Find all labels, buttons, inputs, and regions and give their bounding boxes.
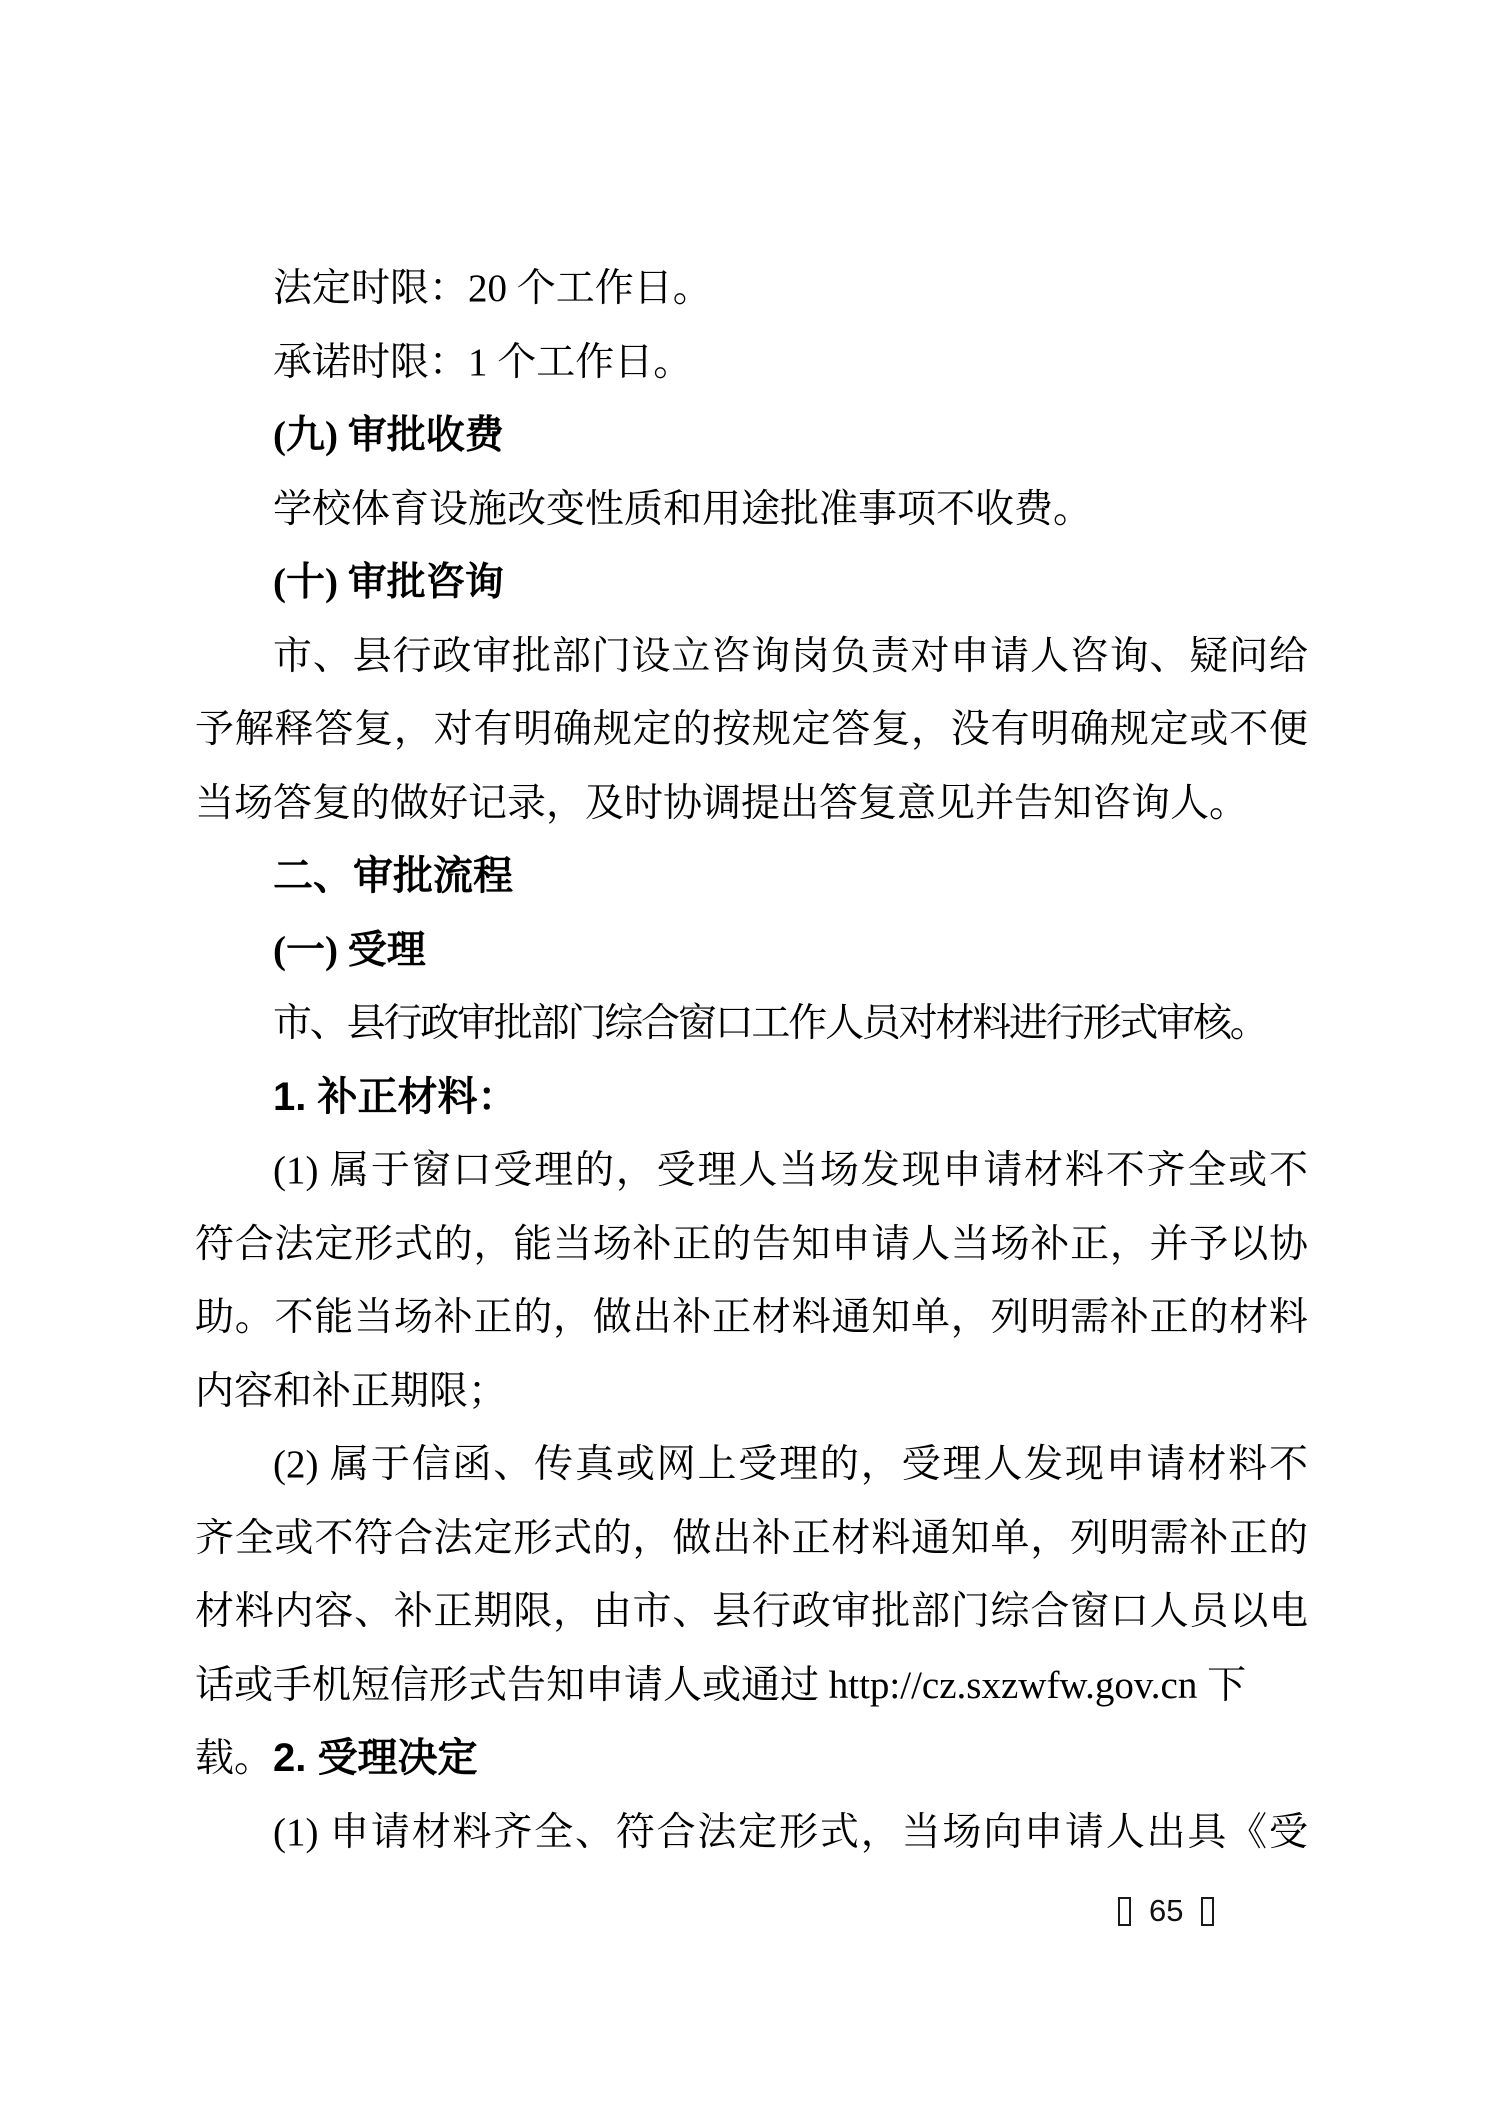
supplement-para-1-line-2: 符合法定形式的，能当场补正的告知申请人当场补正，并予以协 — [195, 1222, 1308, 1266]
section-10-heading: (十) 审批咨询 — [273, 561, 504, 604]
page-number: 65 — [1149, 1893, 1184, 1928]
supplement-para-1-line-4: 内容和补正期限； — [195, 1369, 508, 1413]
promised-time-limit-line: 承诺时限：1 个工作日。 — [273, 340, 693, 384]
part-2-heading: 二、审批流程 — [273, 854, 513, 898]
page-number-footer — [1118, 1893, 1214, 1929]
consultation-paragraph-line-2: 予解释答复，对有明确规定的按规定答复，没有明确规定或不便 — [195, 708, 1308, 751]
item-1-heading: 1. 补正材料： — [273, 1074, 518, 1119]
statutory-time-limit-line: 法定时限：20 个工作日。 — [273, 267, 712, 310]
acceptance-intro-line: 市、县行政审批部门综合窗口工作人员对材料进行形式审核。 — [273, 1002, 1267, 1045]
missing-glyph-box-icon — [1118, 1897, 1131, 1926]
fee-statement-line: 学校体育设施改变性质和用途批准事项不收费。 — [273, 487, 1093, 531]
supplement-para-2-line-3: 材料内容、补正期限，由市、县行政审批部门综合窗口人员以电 — [195, 1590, 1308, 1633]
document-body — [195, 252, 1308, 1869]
missing-glyph-box-icon — [1201, 1897, 1214, 1926]
supplement-para-1-line-1: (1) 属于窗口受理的，受理人当场发现申请材料不齐全或不 — [273, 1149, 1308, 1192]
item-2-heading: 2. 受理决定 — [273, 1736, 478, 1780]
supplement-para-2-line-4: 话或手机短信形式告知申请人或通过 http://cz.sxzwfw.gov.cn 下载。 — [195, 1663, 1247, 1780]
acceptance-decision-line: (1) 申请材料齐全、符合法定形式，当场向申请人出具《受 — [273, 1810, 1308, 1854]
consultation-paragraph-line-1: 市、县行政审批部门设立咨询岗负责对申请人咨询、疑问给 — [273, 634, 1308, 678]
supplement-para-2-line-2: 齐全或不符合法定形式的，做出补正材料通知单，列明需补正的 — [195, 1516, 1308, 1560]
supplement-para-1-line-3: 助。不能当场补正的，做出补正材料通知单，列明需补正的材料 — [195, 1296, 1308, 1339]
section-1-heading: (一) 受理 — [273, 928, 426, 972]
consultation-paragraph-line-3: 当场答复的做好记录，及时协调提出答复意见并告知咨询人。 — [195, 781, 1249, 825]
section-9-heading: (九) 审批收费 — [273, 414, 504, 457]
supplement-para-2-line-1: (2) 属于信函、传真或网上受理的，受理人发现申请材料不 — [273, 1443, 1308, 1486]
